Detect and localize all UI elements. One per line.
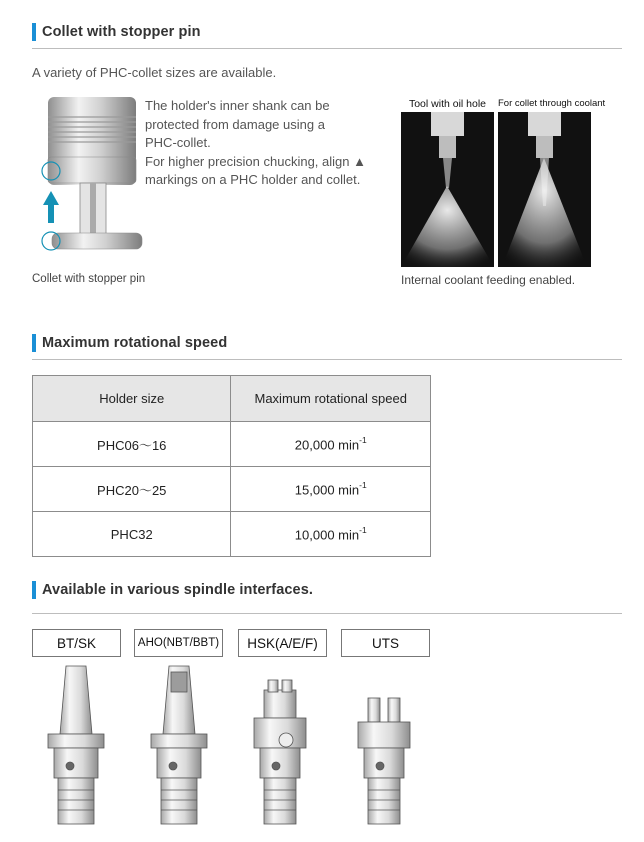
table-row — [33, 467, 431, 512]
coolant-caption: Internal coolant feeding enabled. — [401, 273, 576, 287]
section-title-collet — [32, 23, 201, 41]
speed-unit-exp: -1 — [359, 524, 367, 535]
section-title-text: Maximum rotational speed — [42, 335, 228, 351]
section-divider — [32, 613, 622, 614]
section-title-interfaces — [32, 581, 313, 599]
speed-unit-exp: -1 — [359, 434, 367, 445]
section-title-text: Available in various spindle interfaces. — [42, 582, 314, 598]
holder-aho — [151, 666, 207, 824]
speed-value: 15,000 — [294, 482, 335, 498]
desc-line: The holder's inner shank can be — [145, 98, 330, 113]
collet-image-caption: Collet with stopper pin — [32, 273, 146, 285]
interface-label-uts: UTS — [341, 629, 430, 657]
photo-label-oil-hole: Tool with oil hole — [401, 96, 494, 112]
cell-holder-size: PHC32 — [33, 512, 231, 557]
table-row — [33, 422, 431, 467]
header-max-speed: Maximum rotational speed — [231, 376, 431, 422]
interface-label-hsk: HSK(A/E/F) — [238, 629, 327, 657]
cell-speed — [231, 422, 431, 467]
section-title-bar — [32, 334, 36, 352]
desc-line: For higher precision chucking, align ▲ — [145, 153, 366, 169]
desc-line: PHC-collet. — [145, 135, 211, 150]
desc-line: markings on a PHC holder and collet. — [145, 172, 361, 187]
cell-holder-size: PHC06～16 — [33, 422, 231, 467]
speed-unit: min — [338, 437, 360, 453]
interface-label-bt-sk: BT/SK — [32, 629, 121, 657]
spindle-holders-illustration — [32, 662, 442, 827]
holder-hsk — [254, 680, 306, 824]
desc-line: protected from damage using a — [145, 116, 325, 132]
speed-unit: min — [338, 482, 360, 498]
collet-intro-text: A variety of PHC-collet sizes are available. — [32, 65, 277, 80]
speed-unit: min — [338, 527, 360, 543]
section-title-bar — [32, 581, 36, 599]
section-divider — [32, 359, 622, 360]
coolant-photo-oil-hole — [401, 96, 494, 267]
section-title-speed — [32, 334, 227, 352]
cell-speed — [231, 467, 431, 512]
section-title-bar — [32, 23, 36, 41]
photo-label-through-coolant: For collet through coolant — [498, 96, 591, 112]
speed-value: 10,000 — [294, 527, 335, 543]
collet-description — [145, 97, 395, 190]
speed-table — [32, 375, 431, 557]
header-holder-size: Holder size — [33, 376, 231, 422]
interface-label-aho: AHO(NBT/BBT) — [134, 629, 223, 657]
section-divider — [32, 48, 622, 49]
speed-value: 20,000 — [294, 437, 335, 453]
cell-speed — [231, 512, 431, 557]
cell-holder-size: PHC20～25 — [33, 467, 231, 512]
table-header-row — [33, 376, 431, 422]
speed-unit-exp: -1 — [359, 479, 367, 490]
collet-illustration — [38, 95, 148, 265]
section-title-text: Collet with stopper pin — [42, 24, 201, 40]
holder-uts — [358, 698, 410, 824]
table-row — [33, 512, 431, 557]
coolant-photo-through-coolant — [498, 96, 606, 267]
holder-bt-sk — [48, 666, 104, 824]
